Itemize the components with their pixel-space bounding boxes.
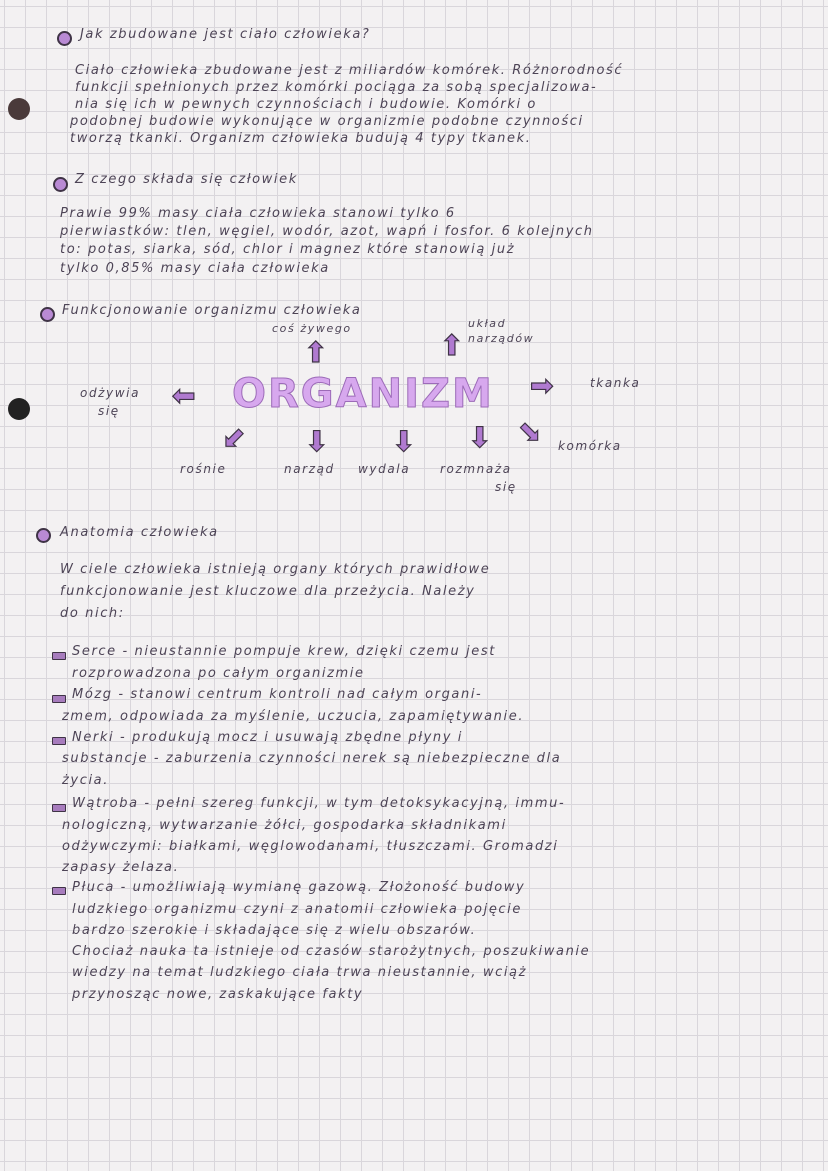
arrow-left-icon: ⬅ <box>172 379 196 412</box>
paragraph-line: funkcji spełnionych przez komórki pociąga za sobą specjalizowa- <box>75 80 598 95</box>
section-heading: Anatomia człowieka <box>60 525 219 540</box>
diagram-label: się <box>98 404 120 418</box>
list-item-line: Serce - nieustannie pompuje krew, dzięki czemu jest <box>72 644 496 659</box>
arrow-down-icon: ⬇ <box>305 425 329 458</box>
diagram-label: wydala <box>358 462 411 476</box>
arrow-up-icon: ⬆ <box>304 336 328 369</box>
diagram-label: coś żywego <box>272 322 352 335</box>
diagram-label: odżywia <box>80 386 141 400</box>
section-heading: Z czego składa się człowiek <box>75 172 298 187</box>
arrow-down-right-icon: ⬊ <box>518 415 542 448</box>
list-item-line: odżywczymi: białkami, węglowodanami, tłuszczami. Gromadzi <box>62 839 559 854</box>
list-item-line: wiedzy na temat ludzkiego ciała trwa nieustannie, wciąż <box>72 965 528 980</box>
list-item-line: życia. <box>62 773 109 788</box>
diagram-label: rośnie <box>180 462 227 476</box>
list-item-line: Wątroba - pełni szereg funkcji, w tym detoksykacyjną, immu- <box>72 796 566 811</box>
bullet-icon <box>40 307 55 322</box>
list-bullet-icon <box>52 737 66 745</box>
list-bullet-icon <box>52 887 66 895</box>
paragraph-line: pierwiastków: tlen, węgiel, wodór, azot, wapń i fosfor. 6 kolejnych <box>60 224 594 239</box>
arrow-down-icon: ⬇ <box>392 425 416 458</box>
list-item-line: zapasy żelaza. <box>62 860 180 875</box>
arrow-down-icon: ⬇ <box>468 421 492 454</box>
list-bullet-icon <box>52 652 66 660</box>
paragraph-line: tworzą tkanki. Organizm człowieka budują 4 typy tkanek. <box>70 131 532 146</box>
punch-hole <box>8 398 30 420</box>
paragraph-line: nia się ich w pewnych czynnościach i budowie. Komórki o <box>75 97 537 112</box>
bullet-icon <box>36 528 51 543</box>
arrow-down-left-icon: ⬋ <box>222 421 246 454</box>
list-item-line: Nerki - produkują mocz i usuwają zbędne płyny i <box>72 730 463 745</box>
list-item-line: Mózg - stanowi centrum kontroli nad całym organi- <box>72 687 483 702</box>
diagram-label: komórka <box>558 439 622 453</box>
diagram-label: narządów <box>468 332 535 345</box>
paragraph-line: Prawie 99% masy ciała człowieka stanowi tylko 6 <box>60 206 456 221</box>
list-bullet-icon <box>52 804 66 812</box>
paragraph-line: funkcjonowanie jest kluczowe dla przeżycia. Należy <box>60 584 476 599</box>
list-item-line: rozprowadzona po całym organizmie <box>72 666 365 681</box>
list-item-line: Chociaż nauka ta istnieje od czasów starożytnych, poszukiwanie <box>72 944 591 959</box>
diagram-label: narząd <box>284 462 335 476</box>
list-item-line: przynosząc nowe, zaskakujące fakty <box>72 987 364 1002</box>
paragraph-line: do nich: <box>60 606 125 621</box>
list-item-line: Płuca - umożliwiają wymianę gazową. Złożoność budowy <box>72 880 526 895</box>
paragraph-line: to: potas, siarka, sód, chlor i magnez które stanowią już <box>60 242 516 257</box>
list-item-line: zmem, odpowiada za myślenie, uczucia, zapamiętywanie. <box>62 709 525 724</box>
paragraph-line: podobnej budowie wykonujące w organizmie podobne czynności <box>70 114 584 129</box>
arrow-up-icon: ⬆ <box>440 329 464 362</box>
organizm-title: ORGANIZM <box>232 371 494 417</box>
section-heading: Jak zbudowane jest ciało człowieka? <box>80 27 371 42</box>
paragraph-line: W ciele człowieka istnieją organy których prawidłowe <box>60 562 491 577</box>
list-item-line: substancje - zaburzenia czynności nerek są niebezpieczne dla <box>62 751 562 766</box>
list-bullet-icon <box>52 695 66 703</box>
diagram-label: się <box>495 480 517 494</box>
list-item-line: ludzkiego organizmu czyni z anatomii człowieka pojęcie <box>72 902 522 917</box>
paragraph-line: Ciało człowieka zbudowane jest z miliardów komórek. Różnorodność <box>75 63 624 78</box>
paragraph-line: tylko 0,85% masy ciała człowieka <box>60 261 330 276</box>
list-item-line: bardzo szerokie i składające się z wielu obszarów. <box>72 923 477 938</box>
punch-hole <box>8 98 30 120</box>
diagram-label: tkanka <box>590 376 641 390</box>
list-item-line: nologiczną, wytwarzanie żółci, gospodarka składnikami <box>62 818 507 833</box>
arrow-right-icon: ➡ <box>530 369 554 402</box>
section-heading: Funkcjonowanie organizmu człowieka <box>62 303 362 318</box>
diagram-label: rozmnaża <box>440 462 512 476</box>
bullet-icon <box>53 177 68 192</box>
bullet-icon <box>57 31 72 46</box>
diagram-label: układ <box>468 317 507 330</box>
